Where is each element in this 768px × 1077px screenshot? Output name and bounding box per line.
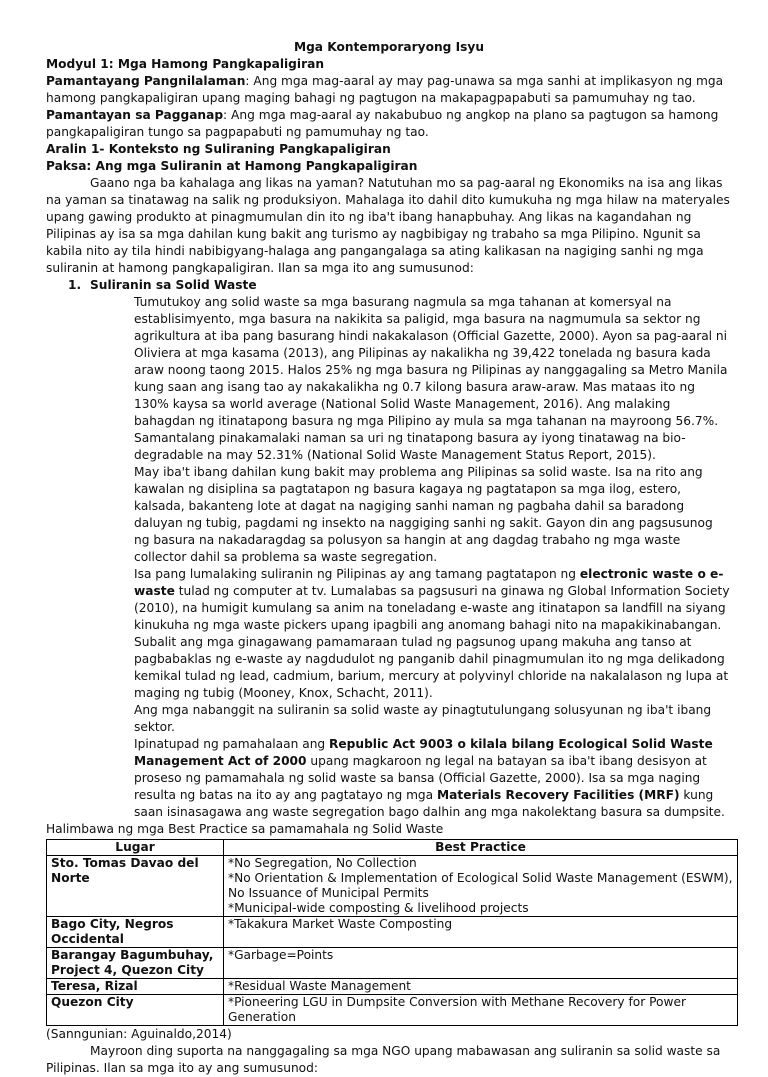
table-source: (Sanngunian: Aguinaldo,2014): [46, 1027, 232, 1041]
intro-paragraph: Gaano nga ba kahalaga ang likas na yaman? Natutuhan mo sa pag-aaral ng Ekonomiks na isa ang likas na yaman sa tinatawag na salik ng produksiyon. Mahalaga ito dahil dito kumukuha ng mga hilaw na materyales upang gawing produkto at pinagmumulan din ito ng iba't ibang hanapbuhay. Ang likas na kagandahan ng Pilipinas ay isa sa mga dahilan kung bakit ang turismo ay nagbibigay ng trabaho sa mga Pilipino. Ngunit sa kabila nito ay tila hindi nabibigyang-halaga ang pangangalaga sa ating kalikasan na nagiging sanhi ng mga suliranin at hamong pangkapaligiran. Ilan sa mga ito ang sumusunod:: [46, 176, 730, 275]
table-cell-place: Bago City, Negros Occidental: [47, 917, 224, 948]
section-heading: [46, 277, 732, 294]
content-standard: [46, 73, 732, 107]
practice-item: *Takakura Market Waste Composting: [228, 917, 453, 931]
closing-paragraph: Mayroon ding suporta na nanggagaling sa mga NGO upang mabawasan ang suliranin sa solid waste sa Pilipinas. Ilan sa mga ito ay ang sumusunod:: [46, 1044, 721, 1075]
section-paragraph-4: Ang mga nabanggit na suliranin sa solid waste ay pinagtutulungang solusyunan ng iba't ibang sektor.: [134, 703, 712, 734]
table-row: [47, 948, 738, 979]
practice-item: *No Segregation, No Collection: [228, 856, 417, 870]
section-number: 1.: [68, 278, 82, 292]
table-row: [47, 995, 738, 1026]
practice-item: *Garbage=Points: [228, 948, 334, 962]
lesson-title: Aralin 1- Konteksto ng Suliraning Pangkapaligiran: [46, 142, 391, 156]
table-cell-place: Quezon City: [47, 995, 224, 1026]
section-body: [46, 294, 732, 821]
document-title: Mga Kontemporaryong Isyu: [293, 40, 485, 54]
performance-standard-text: : Ang mga mag-aaral ay nakabubuo ng angkop na plano sa pagtugon sa hamong pangkapaligiran tungo sa pagpapabuti ng pamumuhay ng tao.: [46, 108, 719, 139]
table-caption: Halimbawa ng mga Best Practice sa pamamahala ng Solid Waste: [46, 822, 444, 836]
practice-item: *Residual Waste Management: [228, 979, 411, 993]
section-paragraph-5: Ipinatupad ng pamahalaan ang Republic Act 9003 o kilala bilang Ecological Solid Waste Management Act of 2000 upang magkaroon ng legal na batayan sa iba't ibang desisyon at proseso ng pamamahala ng solid waste sa bansa (Official Gazette, 2000). Isa sa mga naging resulta ng batas na ito ay ang pagtatayo ng mga Materials Recovery Facilities (MRF) kung saan isinasagawa ang waste segregation bago dalhin ang mga nakolektang basura sa dumpsite.: [134, 737, 725, 819]
table-cell-place: Sto. Tomas Davao del Norte: [47, 856, 224, 917]
best-practice-table: [46, 839, 738, 1026]
column-header-lugar: Lugar: [47, 840, 224, 856]
table-cell-practice: [224, 856, 738, 917]
table-cell-practice: [224, 995, 738, 1026]
module-title: Modyul 1: Mga Hamong Pangkapaligiran: [46, 57, 324, 71]
table-cell-practice: [224, 917, 738, 948]
column-header-best-practice: Best Practice: [224, 840, 738, 856]
table-cell-place: Teresa, Rizal: [47, 979, 224, 995]
table-row: [47, 979, 738, 995]
content-standard-text: : Ang mga mag-aaral ay may pag-unawa sa mga sanhi at implikasyon ng mga hamong pangkapaligiran upang maging bahagi ng pagtugon na makapagpapabuti sa pamumuhay ng tao.: [46, 74, 724, 105]
practice-item: *No Orientation & Implementation of Ecological Solid Waste Management (ESWM), No Issuance of Municipal Permits: [228, 871, 733, 900]
table-row: [47, 856, 738, 917]
table-cell-practice: [224, 979, 738, 995]
table-cell-place: Barangay Bagumbuhay, Project 4, Quezon City: [47, 948, 224, 979]
table-cell-practice: [224, 948, 738, 979]
section-title: Suliranin sa Solid Waste: [90, 278, 257, 292]
table-row: [47, 917, 738, 948]
table-header-row: [47, 840, 738, 856]
performance-standard-label: Pamantayan sa Pagganap: [46, 108, 224, 122]
performance-standard: [46, 107, 732, 141]
section-paragraph-1: Tumutukoy ang solid waste sa mga basurang nagmula sa mga tahanan at komersyal na establisimyento, mga basura na nakikita sa paligid, mga basura na nagmumula sa sektor ng agrikultura at iba pang basurang hindi nakakalason (Official Gazette, 2000). Ayon sa pag-aaral ni Oliviera at mga kasama (2013), ang Pilipinas ay nakalikha ng 39,422 tonelada ng basura kada araw noong taong 2015. Halos 25% ng mga basura ng Pilipinas ay nanggagaling sa Metro Manila kung saan ang isang tao ay nakakalikha ng 0.7 kilong basura araw-araw. Mas mataas ito ng 130% kaysa sa world average (National Solid Waste Management, 2016). Ang malaking bahagdan ng itinatapong basura ng mga Pilipino ay mula sa mga tahanan na mayroong 56.7%. Samantalang pinakamalaki naman sa uri ng tinatapong basura ay iyong tinatawag na bio-degradable na may 52.31% (National Solid Waste Management Status Report, 2015).: [134, 295, 728, 462]
section-paragraph-2: May iba't ibang dahilan kung bakit may problema ang Pilipinas sa solid waste. Isa na rito ang kawalan ng disiplina sa pagtatapon ng basura kagaya ng pagtatapon sa mga ilog, estero, kalsada, bakanteng lote at dagat na nagiging sanhi naman ng pagbaha dahil sa baradong daluyan ng tubig, pagdami ng insekto na naggiging sanhi ng sakit. Gayon din ang pagsusunog ng basura na nakadaragdag sa polusyon sa hangin at ang dagdag trabaho ng mga waste collector dahil sa problema sa waste segregation.: [134, 465, 713, 564]
content-standard-label: Pamantayang Pangnilalaman: [46, 74, 246, 88]
topic-title: Paksa: Ang mga Suliranin at Hamong Pangkapaligiran: [46, 159, 418, 173]
section-paragraph-3: Isa pang lumalaking suliranin ng Pilipinas ay ang tamang pagtatapon ng electronic waste o e-waste tulad ng computer at tv. Lumalabas sa pagsusuri na ginawa ng Global Information Society (2010), na humigit kumulang sa anim na toneladang e-waste ang itinatapon sa landfill na siyang kinukuha ng mga waste pickers upang ipagbili ang anomang bahagi nito na mapakikinabangan. Subalit ang mga ginagawang pamamaraan tulad ng pagsunog upang makuha ang tanso at pagbabaklas ng e-waste ay nagdudulot ng panganib dahil pinagmumulan ito ng mga delikadong kemikal tulad ng lead, cadmium, barium, mercury at polyvinyl chloride na nakalalason ng lupa at maging ng tubig (Mooney, Knox, Schacht, 2011).: [134, 567, 730, 700]
practice-item: *Pioneering LGU in Dumpsite Conversion with Methane Recovery for Power Generation: [228, 995, 686, 1024]
practice-item: *Municipal-wide composting & livelihood projects: [228, 901, 529, 915]
